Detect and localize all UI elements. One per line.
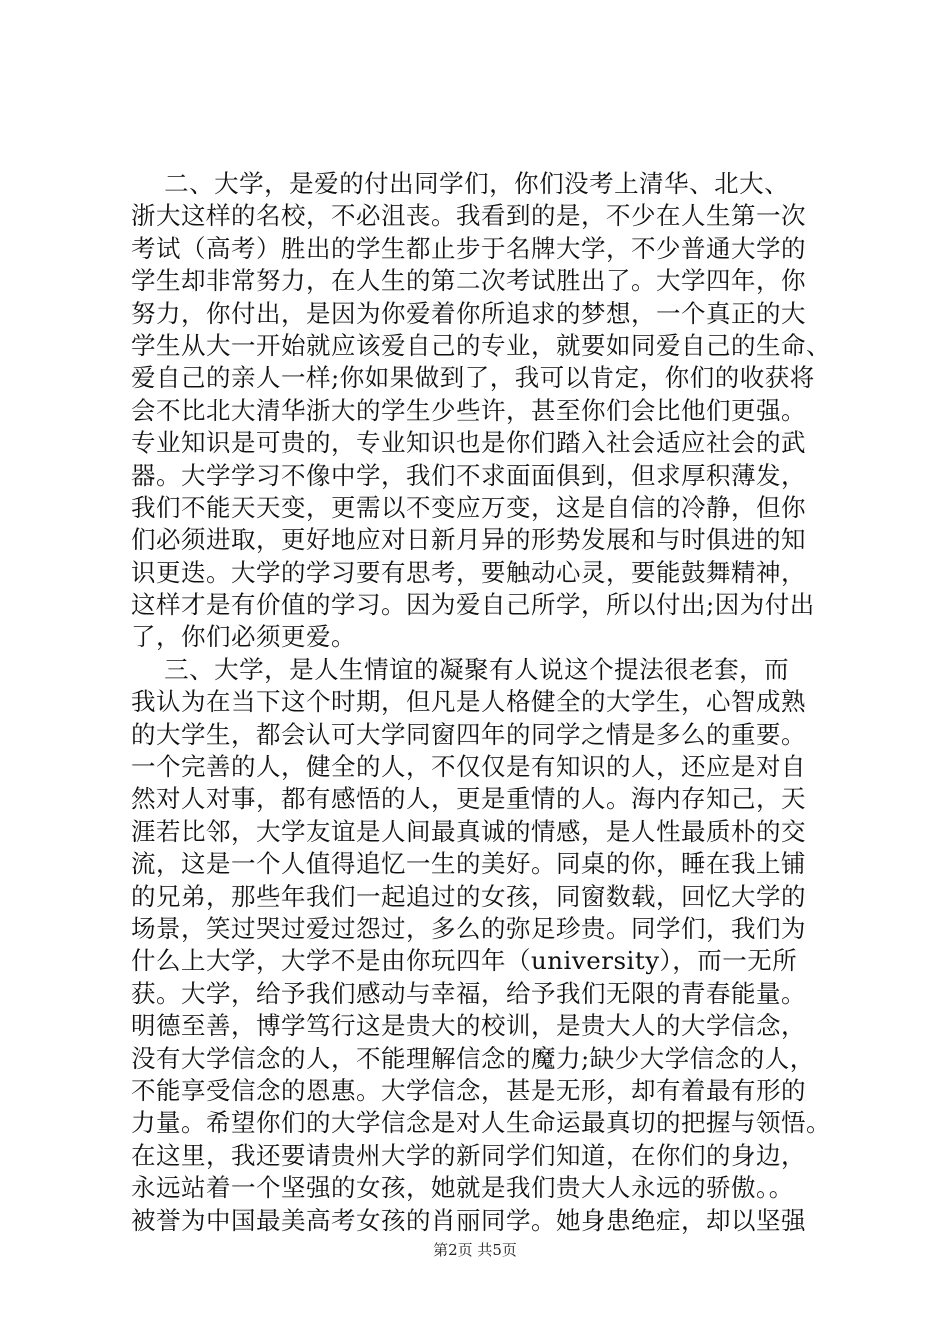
text-line: 了，你们必须更爱。: [131, 622, 356, 652]
text-line: 没有大学信念的人，不能理解信念的魔力;缺少大学信念的人，: [131, 1043, 815, 1073]
text-line: 二、大学，是爱的付出同学们，你们没考上清华、北大、: [131, 169, 790, 198]
document-body: [131, 168, 831, 1237]
text-line: 学生却非常努力，在人生的第二次考试胜出了。大学四年，你: [131, 266, 806, 296]
page-number-footer: 第2页 共5页: [433, 1241, 517, 1259]
text-line: 这样才是有价值的学习。因为爱自己所学，所以付出;因为付出: [131, 590, 815, 620]
text-line: 爱自己的亲人一样;你如果做到了，我可以肯定，你们的收获将: [131, 363, 815, 393]
text-line: 的大学生，都会认可大学同窗四年的同学之情是多么的重要。: [131, 719, 806, 749]
text-line: 什么上大学，大学不是由你玩四年（university），而一无所: [131, 946, 798, 976]
text-line: 会不比北大清华浙大的学生少些许，甚至你们会比他们更强。: [131, 395, 806, 425]
text-line: 考试（高考）胜出的学生都止步于名牌大学，不少普通大学的: [131, 233, 806, 263]
text-line: 流，这是一个人值得追忆一生的美好。同桌的你，睡在我上铺: [131, 849, 806, 879]
text-line: 我认为在当下这个时期，但凡是人格健全的大学生，心智成熟: [131, 687, 806, 717]
text-line: 专业知识是可贵的，专业知识也是你们踏入社会适应社会的武: [131, 428, 806, 458]
text-line: 永远站着一个坚强的女孩，她就是我们贵大人永远的骄傲。。: [131, 1173, 794, 1203]
text-line: 识更迭。大学的学习要有思考，要触动心灵，要能鼓舞精神，: [131, 557, 806, 587]
text-line: 在这里，我还要请贵州大学的新同学们知道，在你们的身边，: [131, 1140, 806, 1170]
text-line: 浙大这样的名校，不必沮丧。我看到的是，不少在人生第一次: [131, 201, 806, 231]
text-line: 努力，你付出，是因为你爱着你所追求的梦想，一个真正的大: [131, 298, 806, 328]
text-line: 我们不能天天变，更需以不变应万变，这是自信的冷静，但你: [131, 492, 806, 522]
text-line: 场景，笑过哭过爱过怨过，多么的弥足珍贵。同学们，我们为: [131, 913, 806, 943]
text-line: 获。大学，给予我们感动与幸福，给予我们无限的青春能量。: [131, 978, 806, 1008]
text-line: 的兄弟，那些年我们一起追过的女孩，同窗数载，回忆大学的: [131, 881, 806, 911]
text-line: 明德至善，博学笃行这是贵大的校训，是贵大人的大学信念，: [131, 1011, 806, 1041]
text-line: 然对人对事，都有感悟的人，更是重情的人。海内存知己，天: [131, 784, 806, 814]
text-line: 学生从大一开始就应该爱自己的专业，就要如同爱自己的生命、: [131, 330, 831, 360]
text-line: 不能享受信念的恩惠。大学信念，甚是无形，却有着最有形的: [131, 1075, 806, 1105]
text-line: 一个完善的人，健全的人，不仅仅是有知识的人，还应是对自: [131, 752, 806, 782]
text-line: 三、大学，是人生情谊的凝聚有人说这个提法很老套，而: [131, 654, 790, 684]
text-line: 被誉为中国最美高考女孩的肖丽同学。她身患绝症，却以坚强: [131, 1205, 806, 1235]
text-line: 力量。希望你们的大学信念是对人生命运最真切的把握与领悟。: [131, 1108, 831, 1138]
text-line: 器。大学学习不像中学，我们不求面面俱到，但求厚积薄发，: [131, 460, 806, 490]
text-line: 们必须进取，更好地应对日新月异的形势发展和与时俱进的知: [131, 525, 806, 555]
text-line: 涯若比邻，大学友谊是人间最真诚的情感，是人性最质朴的交: [131, 816, 806, 846]
